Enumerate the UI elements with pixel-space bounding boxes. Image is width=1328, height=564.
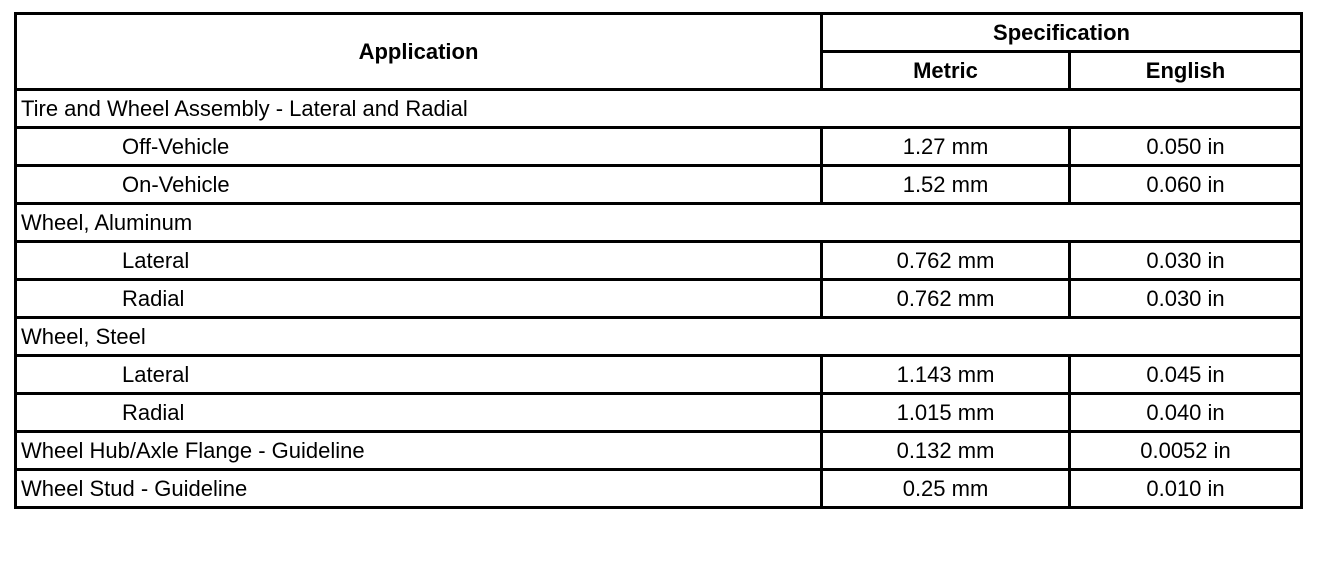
english-cell: 0.045 in (1070, 356, 1302, 394)
application-cell: Radial (16, 280, 822, 318)
english-cell: 0.050 in (1070, 128, 1302, 166)
metric-cell: 0.132 mm (822, 432, 1070, 470)
english-cell: 0.010 in (1070, 470, 1302, 508)
table-row (16, 394, 1302, 432)
table-row (16, 242, 1302, 280)
application-cell: On-Vehicle (16, 166, 822, 204)
table-row (16, 356, 1302, 394)
table-row (16, 470, 1302, 508)
application-cell: Off-Vehicle (16, 128, 822, 166)
metric-cell: 1.143 mm (822, 356, 1070, 394)
table-row (16, 280, 1302, 318)
metric-cell: 0.25 mm (822, 470, 1070, 508)
table-body (16, 90, 1302, 508)
application-cell: Lateral (16, 242, 822, 280)
metric-cell: 1.52 mm (822, 166, 1070, 204)
section-row (16, 318, 1302, 356)
english-header: English (1070, 52, 1302, 90)
table-row (16, 432, 1302, 470)
metric-cell: 0.762 mm (822, 280, 1070, 318)
metric-header: Metric (822, 52, 1070, 90)
table-row (16, 166, 1302, 204)
header-row-top (16, 14, 1302, 52)
english-cell: 0.030 in (1070, 280, 1302, 318)
section-label: Wheel, Aluminum (16, 204, 1302, 242)
english-cell: 0.030 in (1070, 242, 1302, 280)
english-cell: 0.040 in (1070, 394, 1302, 432)
english-cell: 0.060 in (1070, 166, 1302, 204)
metric-cell: 0.762 mm (822, 242, 1070, 280)
table-row (16, 128, 1302, 166)
section-label: Wheel, Steel (16, 318, 1302, 356)
runout-specification-table (14, 12, 1303, 509)
specification-header: Specification (822, 14, 1302, 52)
application-cell: Radial (16, 394, 822, 432)
application-cell: Wheel Stud - Guideline (16, 470, 822, 508)
table-header (16, 14, 1302, 90)
section-row (16, 90, 1302, 128)
application-cell: Wheel Hub/Axle Flange - Guideline (16, 432, 822, 470)
section-label: Tire and Wheel Assembly - Lateral and Radial (16, 90, 1302, 128)
metric-cell: 1.015 mm (822, 394, 1070, 432)
english-cell: 0.0052 in (1070, 432, 1302, 470)
section-row (16, 204, 1302, 242)
application-cell: Lateral (16, 356, 822, 394)
application-header: Application (16, 14, 822, 90)
metric-cell: 1.27 mm (822, 128, 1070, 166)
